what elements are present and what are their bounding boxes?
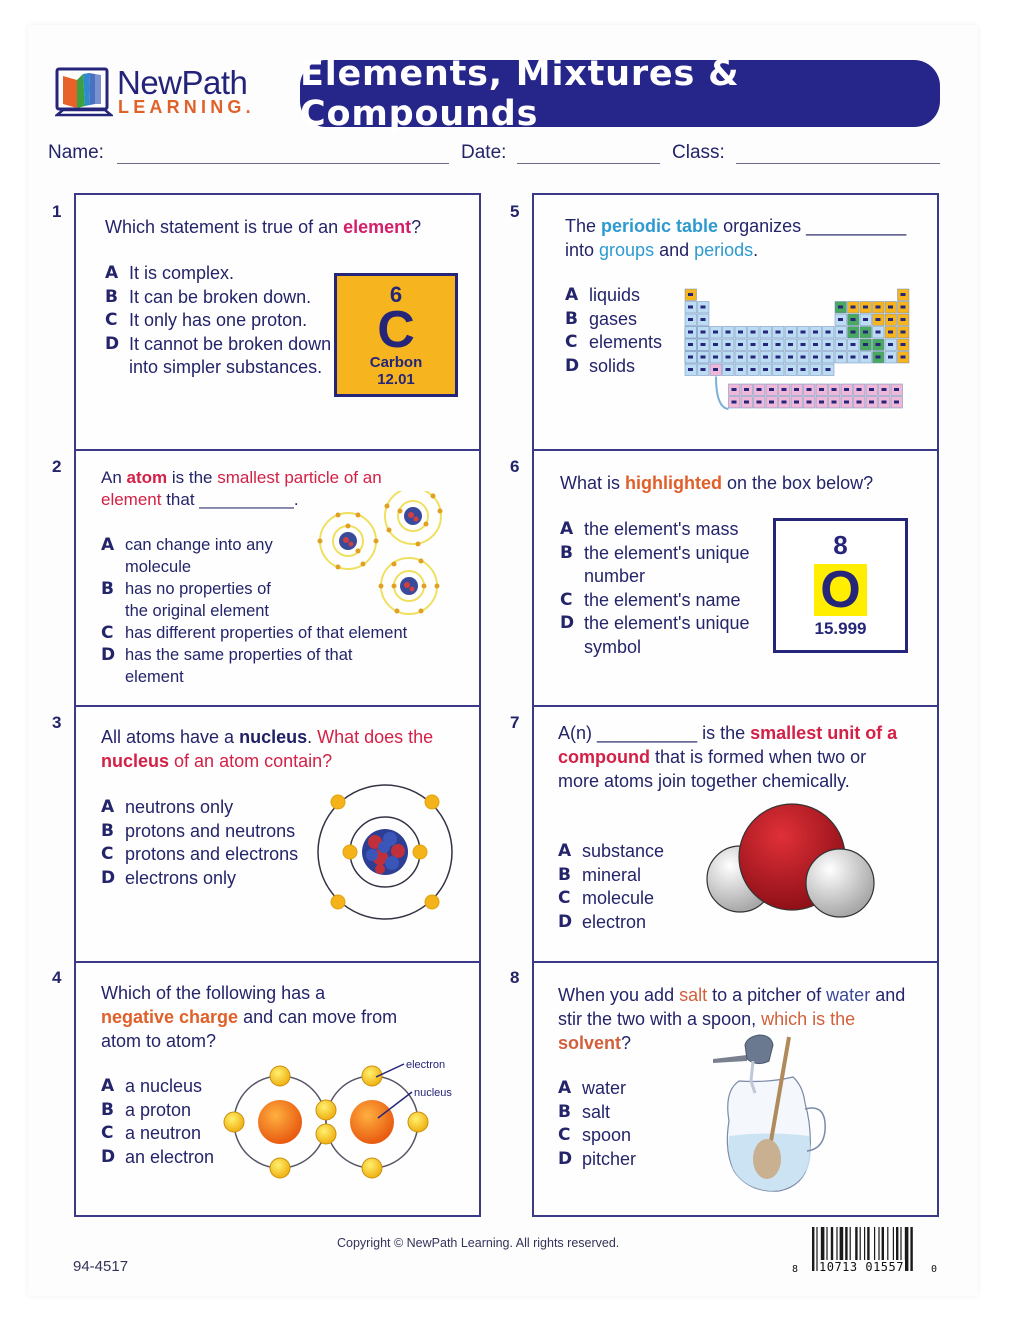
option-letter: D (101, 867, 116, 888)
question-text-part: on the box below? (722, 473, 874, 493)
answer-option-b[interactable] (101, 820, 331, 844)
question-text-part: ? (411, 217, 422, 237)
question-number: 7 (510, 713, 520, 732)
option-text: a proton (125, 1099, 192, 1120)
answer-option-c[interactable] (101, 622, 451, 644)
answer-option-a[interactable] (565, 284, 680, 308)
periodic-table-illustration (677, 281, 922, 415)
newpath-logo (55, 66, 285, 118)
oxygen-element-box (773, 518, 908, 653)
answer-option-d[interactable] (558, 911, 688, 935)
highlight-term: atom (126, 468, 168, 487)
atomic-mass: 12.01 (377, 371, 415, 388)
answer-option-b[interactable] (105, 286, 335, 310)
barcode-bar (812, 1227, 814, 1271)
student-info-row (48, 142, 940, 170)
barcode-bar (910, 1227, 912, 1271)
answer-options (560, 518, 770, 659)
barcode-right-digit: 0 (931, 1264, 938, 1275)
option-letter: C (101, 844, 114, 864)
answer-options (105, 262, 335, 380)
answer-option-a[interactable] (558, 840, 688, 864)
question-text-part: and stir the two with a spoon, (558, 985, 906, 1029)
question-text-part: . (753, 240, 759, 260)
question-card-8 (532, 961, 939, 1217)
option-text: It is complex. (129, 263, 235, 283)
option-letter: B (101, 820, 114, 841)
option-text: a nucleus (125, 1076, 203, 1096)
question-text-part: ? (621, 1033, 632, 1053)
option-text: the element's name (584, 589, 741, 610)
question-card-1 (74, 193, 481, 451)
element-symbol: C (377, 301, 415, 359)
option-text: an electron (125, 1146, 215, 1167)
option-letter: B (101, 579, 114, 599)
option-letter: A (565, 285, 579, 305)
question-text-part: What does the (317, 727, 434, 747)
question-text-part: . (293, 490, 299, 509)
option-letter: B (558, 864, 571, 885)
element-name: Carbon (369, 354, 423, 371)
answer-option-a[interactable] (101, 796, 331, 820)
question-card-6 (532, 449, 939, 707)
answer-option-d[interactable] (101, 644, 451, 688)
option-text: molecule (582, 888, 655, 908)
option-letter: A (558, 841, 572, 861)
question-text (101, 725, 471, 773)
answer-options (565, 284, 680, 378)
option-letter: C (560, 589, 573, 610)
question-card-5 (532, 193, 939, 451)
option-letter: D (101, 645, 116, 665)
question-text-part: and (654, 240, 695, 260)
copyright-text: Copyright © NewPath Learning. All rights reserved. (337, 1236, 620, 1250)
option-letter: D (558, 911, 573, 932)
product-code: 94-4517 (73, 1258, 129, 1275)
question-text-part: and can move from atom to atom? (101, 1007, 398, 1051)
answer-option-a[interactable] (105, 262, 335, 286)
question-card-2 (74, 449, 481, 707)
question-text-part: An (101, 468, 127, 487)
question-text-part: The (565, 216, 602, 236)
barcode-left-digit: 8 (792, 1264, 799, 1275)
answer-option-d[interactable] (105, 333, 335, 380)
option-text: has different properties of that element (125, 624, 408, 642)
logo-wordmark-learning: LEARNING. (118, 97, 255, 117)
atomic-number: 6 (389, 282, 403, 307)
atom-icon (379, 558, 440, 614)
atom-icon (318, 513, 379, 570)
barcode-bar (905, 1227, 909, 1271)
question-text-part: of an atom contain? (169, 751, 333, 771)
pitcher-icon (727, 1077, 825, 1191)
option-text: substance (582, 841, 665, 861)
highlight-term: smallest unit of a compound (558, 723, 898, 767)
question-text-part: All atoms have a (101, 727, 240, 747)
option-letter: A (558, 1078, 572, 1098)
question-number: 3 (52, 713, 62, 732)
name-field[interactable] (117, 163, 449, 164)
option-letter: A (105, 263, 119, 283)
option-letter: B (560, 542, 573, 563)
option-letter: C (101, 623, 114, 643)
question-card-3 (74, 705, 481, 963)
question-text-part: organizes (718, 216, 807, 236)
name-label: Name: (48, 142, 104, 163)
highlight-term: solvent (558, 1033, 622, 1053)
option-text: can change into any molecule (125, 536, 273, 576)
question-text-part: into (565, 240, 600, 260)
hydrogen-atom-icon (806, 849, 874, 917)
option-letter: C (105, 310, 118, 330)
pitcher-illustration (709, 1031, 829, 1201)
option-text: liquids (589, 285, 641, 305)
question-number: 5 (510, 202, 520, 221)
answer-options (101, 796, 331, 890)
option-letter: A (560, 519, 574, 539)
option-letter: C (558, 1125, 571, 1145)
answer-option-d[interactable] (560, 612, 770, 659)
option-text: spoon (582, 1125, 632, 1145)
nucleus-label: nucleus (414, 1087, 452, 1099)
question-card-7 (532, 705, 939, 963)
answer-option-c[interactable] (565, 331, 680, 355)
option-text: elements (589, 332, 663, 352)
option-text: protons and neutrons (125, 820, 296, 841)
answer-option-c[interactable] (558, 1124, 688, 1148)
answer-option-d[interactable] (101, 867, 331, 891)
barcode-number: 10713 01557 (819, 1260, 904, 1274)
option-text: neutrons only (125, 797, 234, 817)
answer-options (558, 840, 688, 934)
nucleus-icon (362, 829, 408, 875)
option-text: water (582, 1078, 627, 1098)
question-text (105, 215, 475, 239)
date-label: Date: (461, 142, 507, 163)
fill-in-blank[interactable]: __________ (806, 216, 907, 236)
answer-option-a[interactable] (560, 518, 770, 542)
highlight-term: highlighted (625, 473, 722, 493)
highlight-term: nucleus (101, 751, 170, 771)
option-letter: D (105, 333, 120, 354)
option-letter: B (105, 286, 118, 307)
option-text: electrons only (125, 867, 237, 888)
answer-option-d[interactable] (558, 1148, 688, 1172)
carbon-element-box (334, 273, 458, 397)
question-text-part: Which of the following has a (101, 983, 326, 1003)
highlight-term: negative charge (101, 1007, 239, 1027)
highlight-term: water (826, 985, 871, 1005)
option-letter: C (101, 1123, 114, 1143)
highlight-term: smallest particle of an element (101, 468, 382, 509)
option-letter: B (558, 1101, 571, 1122)
question-text (565, 214, 930, 262)
option-letter: D (565, 355, 580, 376)
question-number: 1 (52, 202, 62, 221)
option-letter: A (101, 535, 115, 555)
fill-in-blank[interactable]: __________ (597, 723, 698, 743)
question-number: 2 (52, 457, 62, 476)
option-text: pitcher (582, 1148, 637, 1169)
nucleus-icon (350, 1100, 394, 1144)
nucleus-icon (258, 1100, 302, 1144)
answer-option-c[interactable] (558, 887, 688, 911)
option-text: has the same properties of that element (125, 646, 353, 686)
atom-nucleus-illustration (312, 779, 458, 925)
option-letter: D (101, 1146, 116, 1167)
question-text-part: is the (167, 468, 218, 487)
option-text: protons and electrons (125, 844, 299, 864)
question-text-part: which is the (761, 1009, 856, 1029)
atomic-mass: 15.999 (814, 619, 867, 638)
title-banner (300, 53, 940, 134)
highlight-term: salt (679, 985, 708, 1005)
option-text: electron (582, 911, 647, 932)
question-text-part: that (161, 490, 200, 509)
option-text: It cannot be broken down into simpler substances. (129, 333, 332, 377)
highlight-term: periods (694, 240, 754, 260)
question-number: 6 (510, 457, 520, 476)
answer-option-c[interactable] (101, 843, 331, 867)
question-text (558, 721, 898, 793)
option-text: It can be broken down. (129, 286, 312, 307)
answer-option-d[interactable] (565, 355, 680, 379)
class-field[interactable] (736, 163, 940, 164)
electron-label: electron (406, 1059, 446, 1071)
question-text-part: When you add (558, 985, 680, 1005)
option-letter: C (558, 888, 571, 908)
highlight-term: groups (599, 240, 655, 260)
answer-option-b[interactable] (558, 864, 688, 888)
question-number: 8 (510, 968, 520, 987)
option-text: salt (582, 1101, 611, 1122)
logo-book-icon (55, 66, 113, 118)
option-letter: D (560, 613, 575, 633)
option-letter: D (558, 1148, 573, 1169)
fill-in-blank[interactable]: __________ (199, 490, 294, 509)
class-label: Class: (672, 142, 725, 163)
answer-option-b[interactable] (565, 308, 680, 332)
water-molecule-illustration (704, 803, 884, 923)
electron-sharing-illustration (216, 1058, 478, 1188)
element-symbol-highlighted: O (814, 564, 867, 616)
question-text (101, 981, 401, 1053)
highlight-term: element (343, 217, 412, 237)
option-letter: A (101, 1076, 115, 1096)
option-text: the element's mass (584, 519, 739, 539)
highlight-term: periodic table (601, 216, 719, 236)
answer-option-b[interactable] (558, 1101, 688, 1125)
option-text: a neutron (125, 1123, 202, 1143)
option-text: the element's unique symbol (584, 613, 750, 657)
question-text-part: . (307, 727, 318, 747)
answer-option-c[interactable] (105, 309, 335, 333)
date-field[interactable] (517, 163, 660, 164)
question-text-part: A(n) (558, 723, 598, 743)
atomic-number: 8 (833, 530, 848, 560)
option-text: has no properties of the original element (125, 580, 271, 620)
option-text: It only has one proton. (129, 310, 308, 330)
option-letter: C (565, 332, 578, 352)
option-letter: B (565, 308, 578, 329)
highlight-term: nucleus (239, 727, 308, 747)
answer-options (558, 1077, 688, 1171)
question-number: 4 (52, 968, 62, 987)
question-text-part: is the (697, 723, 751, 743)
question-text-part: What is (560, 473, 626, 493)
option-text: mineral (582, 864, 642, 885)
page-title: Elements, Mixtures & Compounds (300, 53, 740, 134)
atom-icon (385, 491, 443, 547)
question-text (560, 471, 930, 495)
logo-wordmark-newpath: NewPath (117, 64, 248, 101)
answer-option-c[interactable] (560, 589, 770, 613)
atoms-illustration (316, 491, 456, 621)
question-text-part: that is formed when two or more atoms join together chemically. (558, 747, 867, 791)
answer-option-a[interactable] (558, 1077, 688, 1101)
option-text: solids (589, 355, 636, 376)
question-text-part: Which statement is true of an (105, 217, 344, 237)
question-card-4 (74, 961, 481, 1217)
option-letter: A (101, 797, 115, 817)
answer-option-b[interactable] (560, 542, 770, 589)
question-text-part: to a pitcher of (707, 985, 827, 1005)
option-text: the element's unique number (584, 542, 750, 586)
option-text: gases (589, 308, 638, 329)
option-letter: B (101, 1099, 114, 1120)
